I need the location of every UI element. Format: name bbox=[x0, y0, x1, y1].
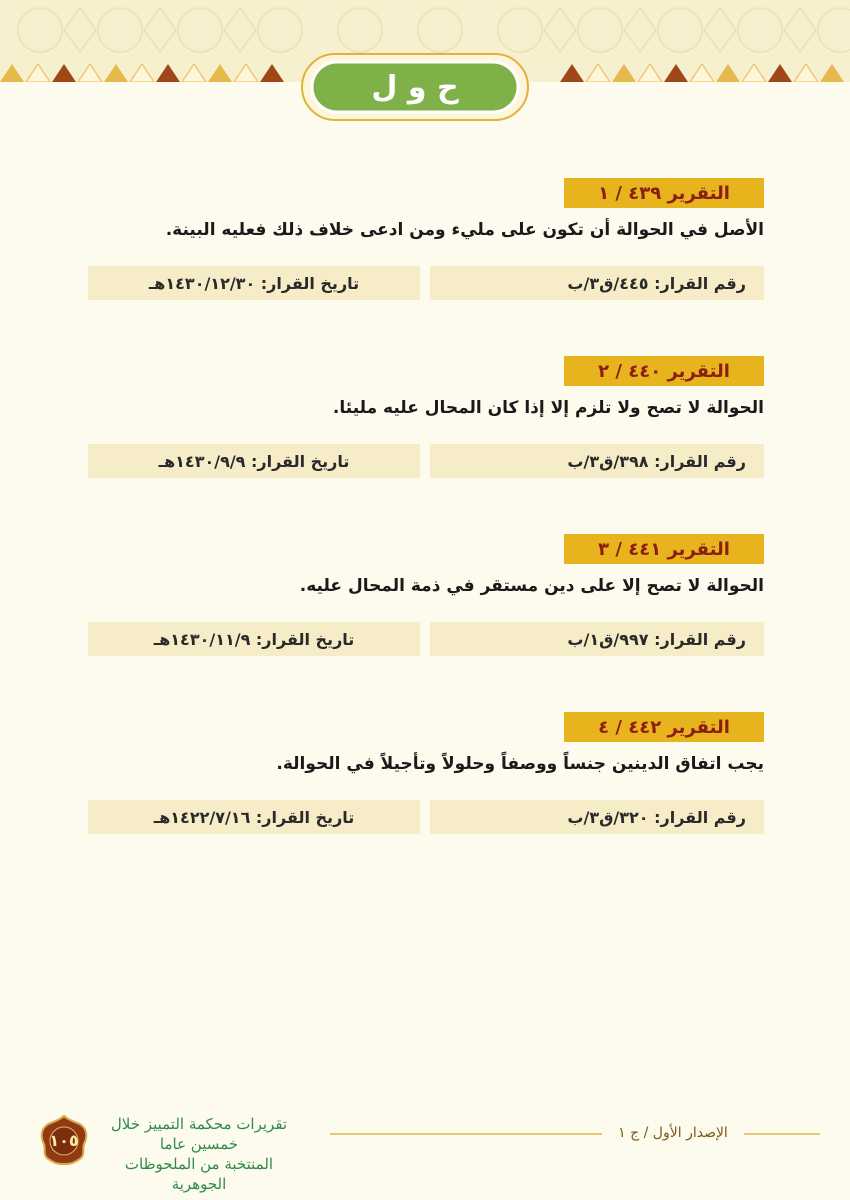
decision-date: تاريخ القرار: ١٤٣٠/١٢/٣٠هـ bbox=[88, 266, 420, 300]
decision-date: تاريخ القرار: ١٤٣٠/١١/٩هـ bbox=[88, 622, 420, 656]
page-number: ١٠٥ bbox=[49, 1130, 79, 1150]
report-label: التقرير ٤٤٠ / ٢ bbox=[564, 356, 764, 386]
volume-label: الإصدار الأول / ج ١ bbox=[602, 1118, 744, 1148]
report-label: التقرير ٤٤١ / ٣ bbox=[564, 534, 764, 564]
book-title-line1: تقريرات محكمة التمييز خلال خمسين عاما bbox=[110, 1115, 288, 1153]
report-text: يجب اتفاق الدينين جنساً ووصفاً وحلولاً وتأجيلاً في الحوالة. bbox=[276, 754, 764, 774]
report-label: التقرير ٤٣٩ / ١ bbox=[564, 178, 764, 208]
report-label: التقرير ٤٤٢ / ٤ bbox=[564, 712, 764, 742]
book-title-line2: المنتخبة من الملحوظات الجوهرية bbox=[124, 1155, 274, 1193]
report-text: الأصل في الحوالة أن تكون على مليء ومن ادعى خلاف ذلك فعليه البينة. bbox=[165, 220, 764, 240]
chapter-title: ح و ل bbox=[371, 69, 459, 105]
chapter-title-badge bbox=[300, 52, 530, 122]
decision-number: رقم القرار: ٣٢٠/ق٣/ب bbox=[430, 800, 764, 834]
decision-date: تاريخ القرار: ١٤٢٢/٧/١٦هـ bbox=[88, 800, 420, 834]
decision-number: رقم القرار: ٤٤٥/ق٣/ب bbox=[430, 266, 764, 300]
report-text: الحوالة لا تصح ولا تلزم إلا إذا كان المحال عليه مليئا. bbox=[332, 398, 764, 418]
decision-number: رقم القرار: ٣٩٨/ق٣/ب bbox=[430, 444, 764, 478]
decision-date: تاريخ القرار: ١٤٣٠/٩/٩هـ bbox=[88, 444, 420, 478]
book-title bbox=[96, 1114, 302, 1194]
footer-divider bbox=[330, 1133, 820, 1135]
report-text: الحوالة لا تصح إلا على دين مستقر في ذمة المحال عليه. bbox=[299, 576, 764, 596]
decision-number: رقم القرار: ٩٩٧/ق١/ب bbox=[430, 622, 764, 656]
